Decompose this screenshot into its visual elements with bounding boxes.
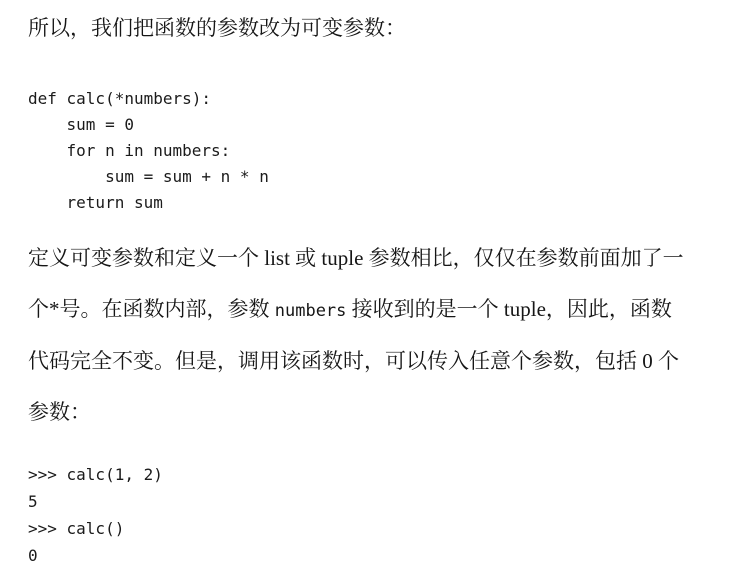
paragraph-line-4: 参数： xyxy=(28,399,91,424)
paragraph-line-2 xyxy=(28,284,708,337)
repl-line-result-0: 0 xyxy=(28,546,38,565)
repl-line-result-5: 5 xyxy=(28,492,38,511)
code-line-sum-init: sum = 0 xyxy=(28,115,134,134)
code-block-repl-calls xyxy=(28,461,708,569)
inline-code-numbers: numbers xyxy=(274,300,347,321)
code-line-def: def calc(*numbers): xyxy=(28,89,212,108)
paragraph-line-2-text-post: 接收到的是一个 tuple，因此，函数 xyxy=(346,296,672,321)
paragraph-line-1: 定义可变参数和定义一个 list 或 tuple 参数相比，仅仅在参数前面加了一 xyxy=(28,246,684,270)
paragraph-line-2-text-pre: 个*号。在函数内部，参数 xyxy=(28,296,275,321)
paragraph-explanation xyxy=(28,233,708,437)
code-line-return: return sum xyxy=(28,193,163,212)
paragraph-intro: 所以，我们把函数的参数改为可变参数： xyxy=(28,16,406,40)
paragraph-line-3: 代码完全不变。但是，调用该函数时，可以传入任意个参数，包括 0 个 xyxy=(28,349,679,373)
code-line-for: for n in numbers: xyxy=(28,141,231,160)
code-line-sum-add: sum = sum + n * n xyxy=(28,167,269,186)
repl-line-call-1-2: >>> calc(1, 2) xyxy=(28,465,163,484)
code-block-def-calc xyxy=(28,86,708,216)
repl-line-call-empty: >>> calc() xyxy=(28,519,125,538)
